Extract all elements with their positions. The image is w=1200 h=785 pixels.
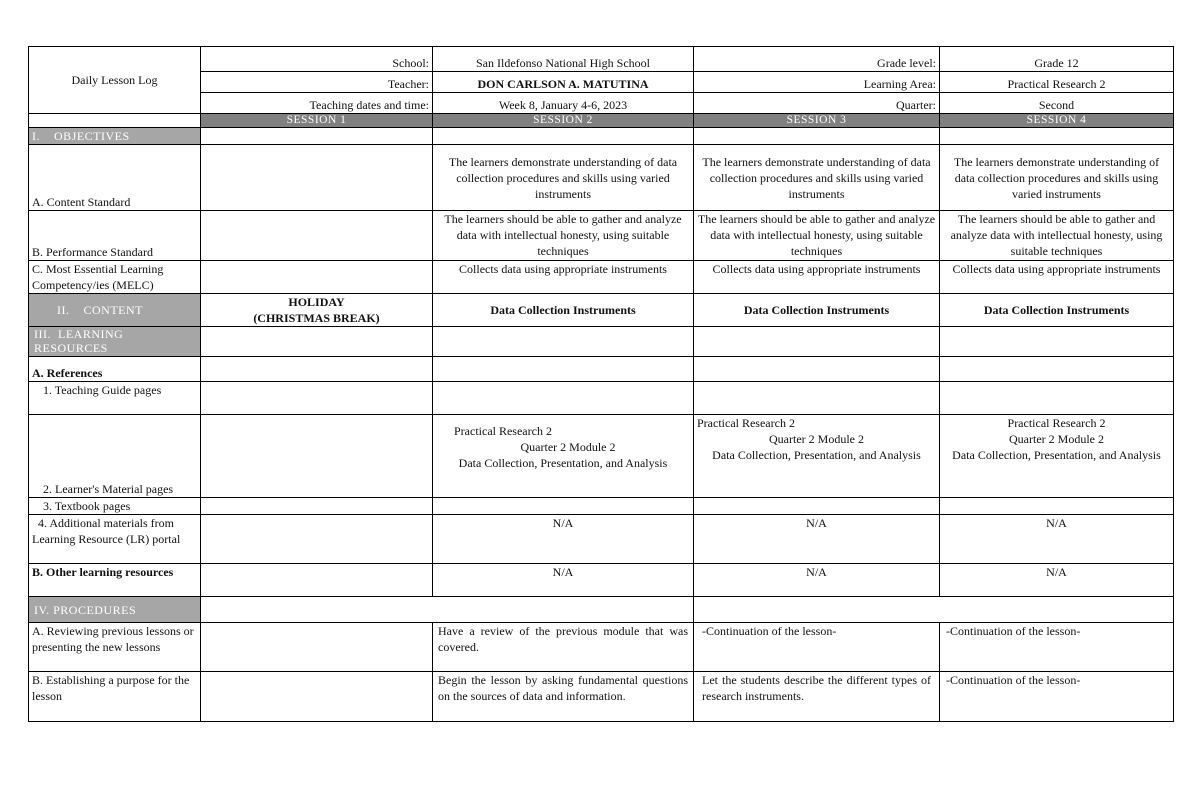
additional-s3: N/A xyxy=(694,515,940,564)
grade-value: Grade 12 xyxy=(940,47,1174,72)
empty-cell xyxy=(201,564,433,597)
lm-s4-line-3: Data Collection, Presentation, and Analysis xyxy=(952,448,1161,462)
holiday-cell xyxy=(201,294,433,327)
empty-cell xyxy=(694,498,940,515)
lm-s3-line-2: Quarter 2 Module 2 xyxy=(769,432,864,446)
procedure-a-s4: -Continuation of the lesson- xyxy=(940,623,1174,672)
empty-cell xyxy=(433,357,694,382)
lm-s4-line-1: Practical Research 2 xyxy=(1007,416,1106,430)
empty-cell xyxy=(940,382,1174,415)
empty-cell xyxy=(201,128,433,145)
content-standard-s2: The learners demonstrate understanding of data collection procedures and skills using varied instruments xyxy=(433,145,694,211)
lm-s3-line-1: Practical Research 2 xyxy=(697,416,795,430)
performance-standard-s4: The learners should be able to gather and analyze data with intellectual honesty, using suitable techniques xyxy=(940,211,1174,261)
content-heading: II. CONTENT xyxy=(29,294,201,327)
melc-s4: Collects data using appropriate instruments xyxy=(940,261,1174,294)
learners-material-label: 2. Learner's Material pages xyxy=(29,415,201,498)
empty-cell xyxy=(201,145,433,211)
learners-material-s3 xyxy=(694,415,940,498)
procedure-b-s4: -Continuation of the lesson- xyxy=(940,672,1174,722)
performance-standard-s2: The learners should be able to gather and analyze data with intellectual honesty, using suitable techniques xyxy=(433,211,694,261)
procedures-heading: IV. PROCEDURES xyxy=(29,597,201,623)
performance-standard-s3: The learners should be able to gather and analyze data with intellectual honesty, using suitable techniques xyxy=(694,211,940,261)
teaching-guide-label: 1. Teaching Guide pages xyxy=(29,382,201,415)
teacher-value: DON CARLSON A. MATUTINA xyxy=(433,72,694,93)
procedure-b-s2: Begin the lesson by asking fundamental questions on the sources of data and information. xyxy=(433,672,694,722)
daily-lesson-log-table xyxy=(28,46,1174,722)
lm-s3-line-3: Data Collection, Presentation, and Analysis xyxy=(712,448,921,462)
performance-standard-label: B. Performance Standard xyxy=(29,211,201,261)
empty-cell xyxy=(201,597,694,623)
empty-cell xyxy=(694,597,1174,623)
teaching-dates-value: Week 8, January 4-6, 2023 xyxy=(433,93,694,114)
empty-cell xyxy=(940,327,1174,357)
session-4-header: SESSION 4 xyxy=(940,114,1174,128)
content-s3: Data Collection Instruments xyxy=(694,294,940,327)
empty-cell xyxy=(201,623,433,672)
empty-cell xyxy=(201,498,433,515)
session-3-header: SESSION 3 xyxy=(694,114,940,128)
learning-resources-heading: III. LEARNING RESOURCES xyxy=(29,327,201,357)
dll-title: Daily Lesson Log xyxy=(29,47,201,114)
learners-material-s2 xyxy=(433,415,694,498)
empty-cell xyxy=(940,498,1174,515)
procedure-a-label: A. Reviewing previous lessons or presenting the new lessons xyxy=(29,623,201,672)
textbook-label: 3. Textbook pages xyxy=(29,498,201,515)
empty-cell xyxy=(694,357,940,382)
session-1-header: SESSION 1 xyxy=(201,114,433,128)
grade-label: Grade level: xyxy=(694,47,940,72)
quarter-label: Quarter: xyxy=(694,93,940,114)
melc-s3: Collects data using appropriate instruments xyxy=(694,261,940,294)
other-s4: N/A xyxy=(940,564,1174,597)
melc-label: C. Most Essential Learning Competency/ies (MELC) xyxy=(29,261,201,294)
content-standard-label: A. Content Standard xyxy=(29,145,201,211)
empty-cell xyxy=(201,415,433,498)
learning-area-value: Practical Research 2 xyxy=(940,72,1174,93)
procedure-a-s3: -Continuation of the lesson- xyxy=(694,623,940,672)
holiday-line-2: (CHRISTMAS BREAK) xyxy=(253,311,380,325)
teacher-label: Teacher: xyxy=(201,72,433,93)
objectives-heading: I. OBJECTIVES xyxy=(29,128,201,145)
empty-cell xyxy=(201,672,433,722)
content-standard-s3: The learners demonstrate understanding of data collection procedures and skills using varied instruments xyxy=(694,145,940,211)
content-s4: Data Collection Instruments xyxy=(940,294,1174,327)
empty-cell xyxy=(433,327,694,357)
content-s2: Data Collection Instruments xyxy=(433,294,694,327)
procedure-a-s2: Have a review of the previous module that was covered. xyxy=(433,623,694,672)
session-blank xyxy=(29,114,201,128)
additional-materials-label: 4. Additional materials from Learning Resource (LR) portal xyxy=(29,515,201,564)
learners-material-s4 xyxy=(940,415,1174,498)
lm-s2-line-3: Data Collection, Presentation, and Analysis xyxy=(458,456,668,470)
lm-s2-line-1: Practical Research 2 xyxy=(454,424,552,438)
empty-cell xyxy=(433,128,694,145)
empty-cell xyxy=(201,211,433,261)
empty-cell xyxy=(201,382,433,415)
learning-area-label: Learning Area: xyxy=(694,72,940,93)
empty-cell xyxy=(940,128,1174,145)
other-s2: N/A xyxy=(433,564,694,597)
lm-s2-line-2: Quarter 2 Module 2 xyxy=(520,440,616,454)
other-s3: N/A xyxy=(694,564,940,597)
empty-cell xyxy=(433,498,694,515)
empty-cell xyxy=(694,128,940,145)
melc-s2: Collects data using appropriate instruments xyxy=(433,261,694,294)
school-label: School: xyxy=(201,47,433,72)
empty-cell xyxy=(694,382,940,415)
lm-s4-line-2: Quarter 2 Module 2 xyxy=(1009,432,1104,446)
session-2-header: SESSION 2 xyxy=(433,114,694,128)
empty-cell xyxy=(201,515,433,564)
empty-cell xyxy=(694,327,940,357)
empty-cell xyxy=(201,357,433,382)
quarter-value: Second xyxy=(940,93,1174,114)
procedure-b-label: B. Establishing a purpose for the lesson xyxy=(29,672,201,722)
procedure-b-s3: Let the students describe the different types of research instruments. xyxy=(694,672,940,722)
teaching-dates-label: Teaching dates and time: xyxy=(201,93,433,114)
holiday-line-1: HOLIDAY xyxy=(288,295,345,309)
empty-cell xyxy=(940,357,1174,382)
empty-cell xyxy=(201,261,433,294)
other-resources-label: B. Other learning resources xyxy=(29,564,201,597)
empty-cell xyxy=(433,382,694,415)
content-standard-s4: The learners demonstrate understanding of data collection procedures and skills using varied instruments xyxy=(940,145,1174,211)
school-value: San Ildefonso National High School xyxy=(433,47,694,72)
empty-cell xyxy=(201,327,433,357)
additional-s2: N/A xyxy=(433,515,694,564)
additional-s4: N/A xyxy=(940,515,1174,564)
references-label: A. References xyxy=(29,357,201,382)
